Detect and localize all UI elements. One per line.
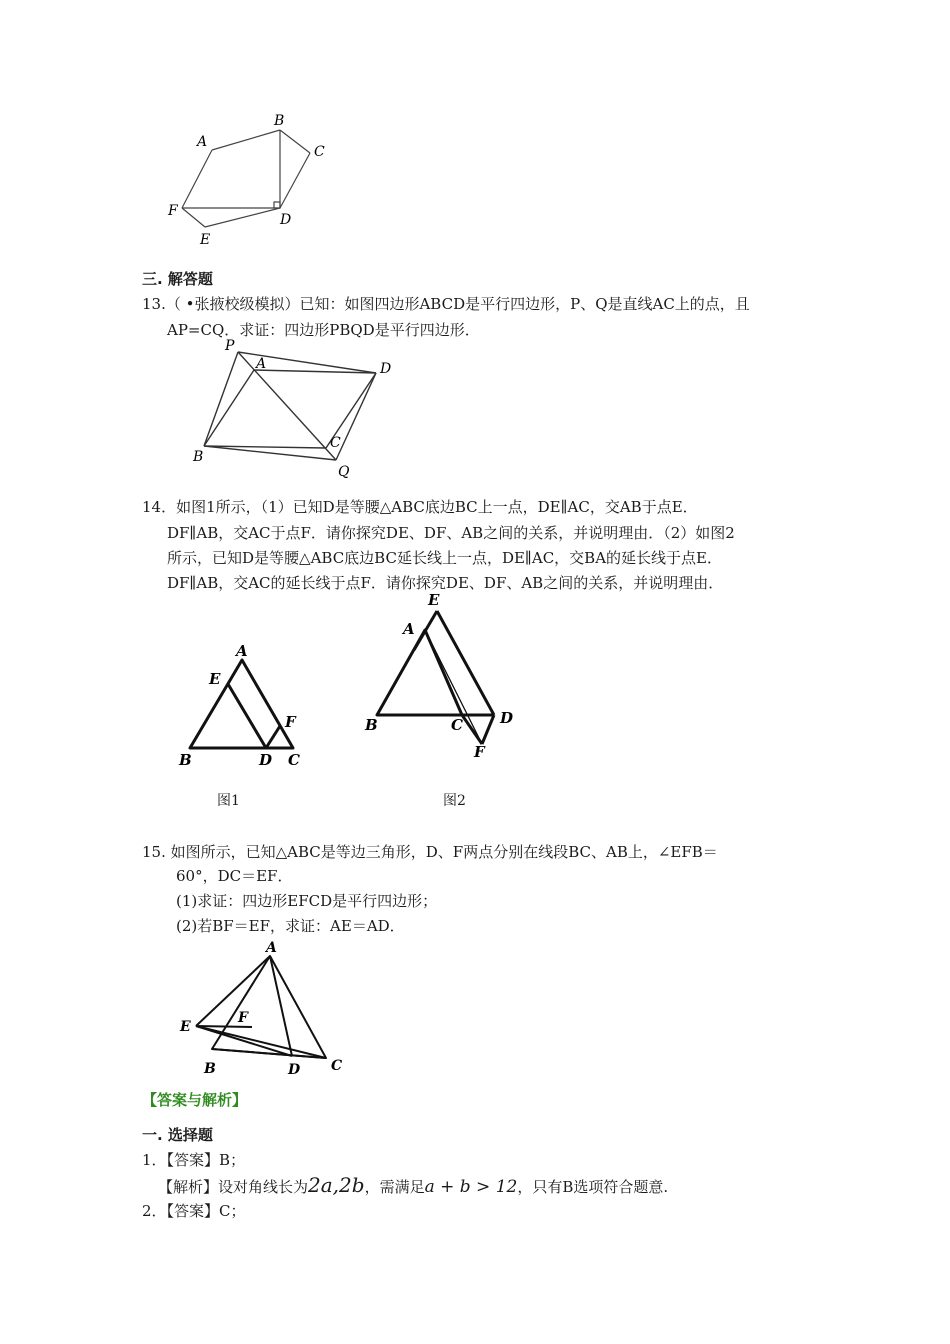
- figure-q13-parallelogram: [185, 335, 405, 485]
- q15-line-4: (2)若BF＝EF，求证：AE＝AD．: [176, 917, 405, 935]
- q15-line-2: 60°，DC＝EF．: [176, 867, 293, 885]
- figure-q15-triangle: [175, 940, 350, 1080]
- label-b: B: [179, 751, 192, 769]
- label-b: B: [193, 449, 204, 465]
- label-a: A: [266, 940, 277, 956]
- answer-2: [142, 1198, 246, 1224]
- label-b: B: [274, 113, 285, 129]
- label-b: B: [365, 716, 378, 734]
- explanation-middle: ，需满足: [364, 1178, 425, 1196]
- figure-caption-1: 图1: [217, 793, 240, 809]
- answer-1-value: 【答案】B；: [166, 1151, 246, 1169]
- label-c: C: [331, 1058, 343, 1074]
- answers-section-1: 一. 选择题: [142, 1126, 213, 1144]
- label-e: E: [180, 1019, 191, 1035]
- answer-1-explanation: [158, 1172, 668, 1200]
- label-d: D: [500, 709, 514, 727]
- q14-line-3: 所示，已知D是等腰△ABC底边BC延长线上一点，DE∥AC，交BA的延长线于点E．: [167, 549, 722, 567]
- label-b: B: [204, 1061, 216, 1077]
- label-q: Q: [338, 464, 350, 480]
- label-c: C: [288, 751, 300, 769]
- explanation-prefix: 【解析】设对角线长为: [158, 1178, 309, 1196]
- label-e: E: [428, 591, 440, 609]
- label-c: C: [330, 435, 341, 451]
- label-d: D: [259, 751, 273, 769]
- q15-line-1: 15. 如图所示，已知△ABC是等边三角形，D、F两点分别在线段BC、AB上，∠EFB＝: [142, 843, 718, 861]
- figure-q14-fig2: [360, 585, 530, 760]
- q13-line-2: AP=CQ．求证：四边形PBQD是平行四边形．: [167, 321, 480, 339]
- label-d: D: [380, 361, 392, 377]
- answer-2-number: 2．: [142, 1202, 167, 1220]
- label-e: E: [209, 670, 221, 688]
- label-e: E: [200, 232, 211, 248]
- label-f: F: [168, 203, 178, 219]
- label-c: C: [314, 144, 325, 160]
- q14-line-4: DF∥AB，交AC的延长线于点F．请你探究DE、DF、AB之间的关系，并说明理由．: [167, 574, 724, 592]
- section-heading-3: 三. 解答题: [142, 270, 213, 288]
- q14-line-1: 14．如图1所示，（1）已知D是等腰△ABC底边BC上一点，DE∥AC，交AB于点E．: [142, 498, 698, 516]
- label-d: D: [288, 1062, 301, 1078]
- answer-1-number: 1．: [142, 1151, 167, 1169]
- label-a: A: [403, 620, 415, 638]
- q15-line-3: (1)求证：四边形EFCD是平行四边形；: [176, 892, 438, 910]
- label-a: A: [236, 642, 248, 660]
- q13-line-1: 13.（ •张掖校级模拟）已知：如图四边形ABCD是平行四边形，P、Q是直线AC上的点，且: [142, 295, 750, 313]
- label-d: D: [280, 212, 292, 228]
- answer-1: [142, 1147, 245, 1173]
- answers-heading: 【答案与解析】: [142, 1091, 248, 1109]
- label-a: A: [256, 356, 267, 372]
- math-diagonals: 2a,2b: [308, 1173, 365, 1197]
- label-f: F: [238, 1010, 248, 1026]
- q14-line-2: DF∥AB，交AC于点F．请你探究DE、DF、AB之间的关系，并说明理由．（2）如图2: [167, 524, 735, 542]
- math-inequality: a + b > 12: [424, 1177, 518, 1197]
- figure-top-hexagon: [160, 105, 340, 250]
- label-f: F: [474, 743, 485, 760]
- figure-caption-2: 图2: [443, 793, 466, 809]
- label-a: A: [197, 134, 208, 150]
- label-c: C: [451, 716, 463, 734]
- figure-q14-fig1: [175, 635, 310, 770]
- label-f: F: [285, 713, 296, 731]
- explanation-suffix: ，只有B选项符合题意.: [517, 1178, 669, 1196]
- answer-2-value: 【答案】C；: [166, 1202, 246, 1220]
- label-p: P: [225, 338, 235, 354]
